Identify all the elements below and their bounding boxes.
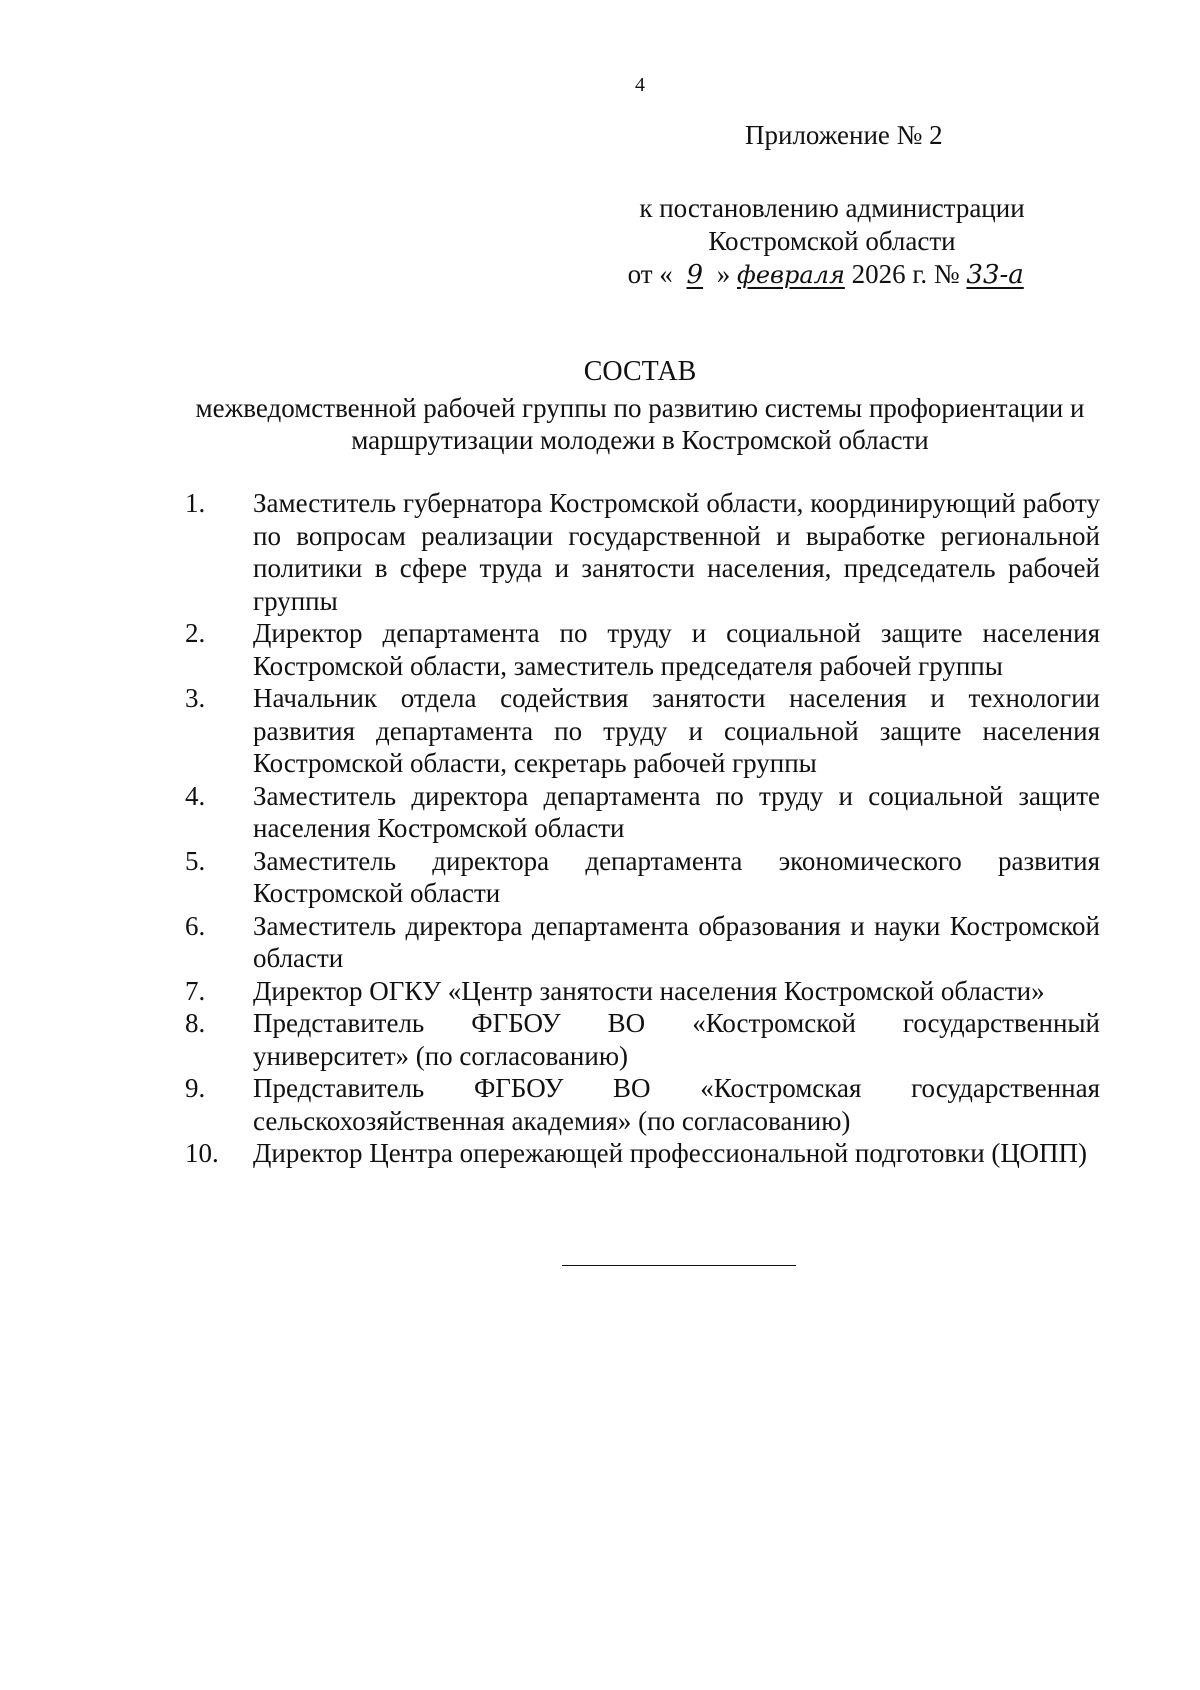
- member-item: [185, 682, 1100, 780]
- member-text: Заместитель директора департамента по труду и социальной защите населения Костромской области: [253, 780, 1100, 843]
- member-number: 10.: [185, 1138, 219, 1168]
- member-text: Директор ОГКУ «Центр занятости населения Костромской области»: [253, 975, 1045, 1006]
- document-subtitle: межведомственной рабочей группы по развитию системы профориентации и маршрутизации молодежи в Костромской области: [195, 393, 1085, 455]
- member-item: [185, 1007, 1100, 1072]
- appendix-label: Приложение № 2: [745, 120, 943, 150]
- page-number: 4: [635, 74, 645, 96]
- member-text: Представитель ФГБОУ ВО «Костромской государственный университет» (по согласованию): [253, 1008, 1100, 1071]
- member-item: [185, 487, 1100, 617]
- member-item: [185, 1137, 1100, 1170]
- members-list: [185, 487, 1100, 1170]
- member-item: [185, 910, 1100, 975]
- member-number: 2.: [185, 618, 206, 648]
- resolution-line-1: к постановлению администрации: [639, 193, 1025, 223]
- member-number: 7.: [185, 975, 206, 1006]
- member-text: Заместитель губернатора Костромской области, координирующий работу по вопросам реализации государственной и выработке региональной политики в сфере труда и занятости населения, председатель рабочей группы: [253, 488, 1100, 616]
- date-year: 2026 г. №: [851, 259, 960, 289]
- member-item: [185, 617, 1100, 682]
- closing-divider: [562, 1265, 796, 1266]
- date-mid: »: [716, 259, 731, 289]
- resolution-date-line: [612, 258, 1052, 292]
- member-item: [185, 845, 1100, 910]
- member-text: Начальник отдела содействия занятости населения и технологии развития департамента по труду и социальной защите населения Костромской области, секретарь рабочей группы: [253, 683, 1100, 778]
- member-number: 6.: [185, 910, 206, 941]
- date-prefix: от «: [627, 259, 673, 289]
- member-text: Представитель ФГБОУ ВО «Костромская государственная сельскохозяйственная академия» (по согласованию): [253, 1073, 1100, 1136]
- member-number: 4.: [185, 780, 206, 811]
- handwritten-month: февраля: [737, 261, 845, 289]
- member-number: 3.: [185, 683, 206, 713]
- member-number: 8.: [185, 1008, 206, 1038]
- member-text: Директор Центра опережающей профессиональной подготовки (ЦОПП): [253, 1138, 1088, 1168]
- member-text: Заместитель директора департамента образования и науки Костромской области: [253, 910, 1100, 973]
- member-number: 5.: [185, 845, 206, 876]
- resolution-reference: [612, 192, 1052, 292]
- member-number: 1.: [185, 488, 206, 518]
- member-item: [185, 975, 1100, 1008]
- handwritten-doc-number: 33-а: [966, 260, 1024, 290]
- member-item: [185, 1072, 1100, 1137]
- member-text: Заместитель директора департамента экономического развития Костромской области: [253, 845, 1100, 908]
- member-item: [185, 780, 1100, 845]
- member-number: 9.: [185, 1073, 206, 1103]
- document-title: СОСТАВ: [583, 356, 697, 387]
- resolution-line-2: Костромской области: [708, 226, 956, 256]
- handwritten-day: 9: [686, 260, 704, 290]
- member-text: Директор департамента по труду и социальной защите населения Костромской области, заместитель председателя рабочей группы: [253, 618, 1100, 681]
